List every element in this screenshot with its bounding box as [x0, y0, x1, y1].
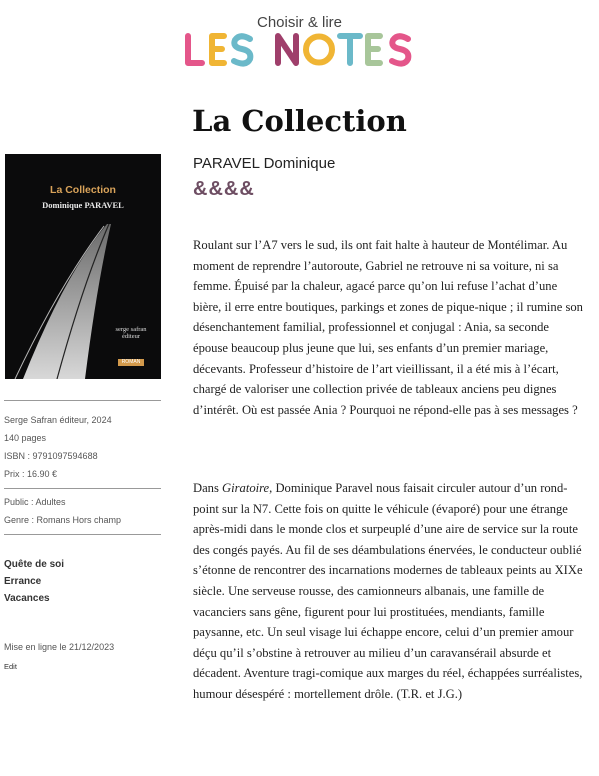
sidebar-divider — [4, 488, 161, 489]
cover-publisher — [108, 326, 154, 340]
cover-author: Dominique PARAVEL — [42, 200, 124, 210]
review-paragraph-2-text: , Dominique Paravel nous faisait circuler autour d’un rond-point sur la N7. Cette fois on quitte le véhicule (évaporé) pour une étrange après-midi dans le monde clos et surpeuplé d’une aire de service sur la route des congés payés. Au fil de ses déambulations énervées, le conducteur oublié s’étonne de rencontrer des incarnations modernes de tableaux peints au XIXe siècle. Une serveuse rousse, des camionneurs albanais, une famille de vacanciers sans gêne, figurent pour lui prostituées, mendiants, famille paysanne, etc. Un seul visage lui échappe encore, celui d’un premier amour déçu qu’il s’obstine à retrouver au milieu d’un caravansérail absurde et décadent. Aventure tragi-comique aux marges du réel, échappées surréalistes, humour désespéré : mortellement drôle. (T.R. et J.G.) — [193, 481, 583, 701]
site-tagline: Choisir & lire — [256, 14, 343, 31]
genre: Genre : Romans Hors champ — [4, 515, 122, 525]
book-author[interactable]: PARAVEL Dominique — [193, 155, 336, 172]
review-paragraph-1: Roulant sur l’A7 vers le sud, ils ont fait halte à hauteur de Montélimar. Au moment de reprendre l’autoroute, Gabriel ne retrouve ni sa voiture, ni sa femme. Épuisé par la chaleur, agacé parce qu’on lui refuse l’achat d’une bière, il erre entre boutiques, parkings et zones de pique-nique ; il rumine son désenchantement familial, professionnel et conjugal : Ania, sa seconde épouse beaucoup plus jeune que lui, ses enfants d’un premier mariage, décevants. Professeur d’histoire de l’art vieillissant, il a été mis à l’écart, chargé de valoriser une collection privée de tableaux anciens peu dignes d’intérêt. Où est passée Ania ? Pourquoi ne répond-elle pas à ses messages ? — [193, 238, 583, 417]
cover-badge: ROMAN — [118, 359, 144, 366]
edit-link[interactable]: Edit — [4, 662, 17, 671]
book-reference: Giratoire — [222, 481, 270, 495]
cover-publisher-type: éditeur — [121, 333, 141, 340]
posted-date: Mise en ligne le 21/12/2023 — [4, 642, 115, 652]
price: Prix : 16.90 € — [4, 469, 58, 479]
audience: Public : Adultes — [4, 497, 66, 507]
cover-title: La Collection — [50, 184, 116, 196]
rating: &&&& — [193, 178, 255, 200]
book-cover — [5, 154, 161, 379]
sidebar-divider — [4, 534, 161, 535]
tag-link[interactable]: Quête de soi — [4, 559, 65, 570]
review-paragraph-2 — [193, 478, 585, 705]
review-paragraph-2-prefix: Dans — [193, 481, 223, 495]
tag-link[interactable]: Vacances — [4, 593, 50, 604]
cover-publisher-name: serge safran — [115, 326, 147, 333]
tag-link[interactable]: Errance — [4, 576, 42, 587]
site-logo[interactable] — [180, 30, 420, 70]
publisher-info: Serge Safran éditeur, 2024 — [4, 415, 112, 425]
isbn: ISBN : 9791097594688 — [4, 451, 98, 461]
sidebar-divider — [4, 400, 161, 401]
page-count: 140 pages — [4, 433, 47, 443]
page-title: La Collection — [192, 104, 407, 138]
